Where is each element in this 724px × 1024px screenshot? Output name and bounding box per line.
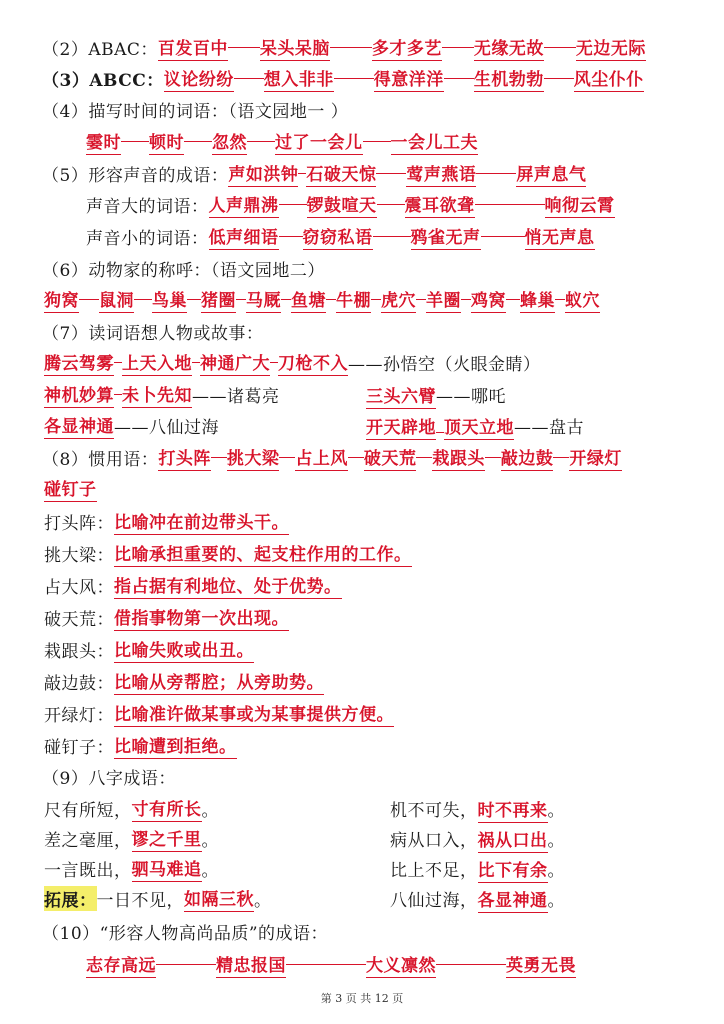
- answer-word: 志存高远: [86, 951, 156, 978]
- answer-word: 占上风: [295, 444, 348, 471]
- answer-word: 得意洋洋: [374, 65, 444, 92]
- answer-word: 鸟巢: [152, 286, 187, 313]
- answer-word: 震耳欲聋: [405, 191, 475, 218]
- answer-word: 开天辟地: [366, 417, 436, 438]
- answer-word: 想入非非: [264, 65, 334, 92]
- answer-word: 蜂巢: [520, 286, 555, 313]
- section-sound-idioms: [42, 158, 694, 188]
- section-time-words: [42, 94, 694, 124]
- idiom-term: 挑大梁：: [44, 545, 114, 566]
- character-name: ——诸葛亮: [192, 386, 280, 407]
- punctuation: 。: [201, 860, 219, 881]
- loud-words-row: [86, 189, 694, 219]
- punctuation: 。: [547, 830, 565, 851]
- section-label: （3）ABCC：: [42, 70, 164, 91]
- answer-word: 狗窝: [44, 286, 79, 313]
- idiom-def-row: [44, 666, 694, 696]
- answer-word: 人声鼎沸: [209, 191, 279, 218]
- idiom-first-half: 尺有所短，: [44, 800, 132, 821]
- answer-word: 顶天立地: [444, 417, 514, 438]
- wukong-row: [44, 347, 694, 377]
- noble-qualities-answers: [86, 949, 694, 979]
- character-name: ——孙悟空（火眼金睛）: [348, 354, 541, 375]
- answer-word: 大义凛然: [366, 951, 436, 978]
- idiom-def-row: [44, 506, 694, 536]
- animal-homes-answers: [44, 284, 694, 314]
- answer-word: 神机妙算: [44, 381, 114, 408]
- section-abac: [42, 32, 694, 62]
- answer-word: 鼠洞: [99, 286, 134, 313]
- idiom-definition: 借指事物第一次出现。: [114, 604, 289, 631]
- answer-word: 敲边鼓: [501, 444, 554, 471]
- section-label: （6）动物家的称呼：（语文园地二）: [42, 260, 325, 281]
- section-label: （8）惯用语：: [42, 449, 159, 470]
- answer-word: 悄无声息: [525, 223, 595, 250]
- answer-word: 呆头呆脑: [260, 34, 330, 61]
- answer-word: 议论纷纷: [164, 65, 234, 92]
- eight-char-row: [44, 793, 694, 823]
- answer-word: 无缘无故: [474, 34, 544, 61]
- answer-word: 马厩: [246, 286, 281, 313]
- idiom-term: 碰钉子：: [44, 737, 114, 758]
- eight-char-row: [44, 823, 694, 853]
- punctuation: 。: [547, 860, 565, 881]
- idioms-last-row: [44, 473, 694, 503]
- answer-word: 石破天惊: [306, 160, 376, 187]
- answer-word: 蚁穴: [565, 286, 600, 313]
- idiom-second-half: 时不再来: [477, 800, 548, 821]
- section-label: （10）“形容人物高尚品质”的成语：: [42, 923, 329, 944]
- answer-word: 神通广大: [200, 349, 270, 376]
- answer-word: 响彻云霄: [545, 191, 615, 218]
- idiom-term: 破天荒：: [44, 609, 114, 630]
- answer-word: 声如洪钟: [228, 160, 298, 187]
- baxian-pangu-row: [44, 410, 694, 440]
- idiom-second-half: 各显神通: [477, 890, 548, 911]
- answer-word: 牛棚: [336, 286, 371, 313]
- idiom-def-row: [44, 634, 694, 664]
- answer-word: 刀枪不入: [278, 349, 348, 376]
- answer-word: 生机勃勃: [474, 65, 544, 92]
- answer-word: 未卜先知: [122, 381, 192, 408]
- answer-word: 虎穴: [381, 286, 416, 313]
- answer-word: 风尘仆仆: [574, 65, 644, 92]
- idiom-definition: 比喻从旁帮腔；从旁助势。: [114, 668, 324, 695]
- answer-word: 忽然: [212, 128, 247, 155]
- idiom-first-half: 八仙过海，: [390, 890, 478, 911]
- page-footer: 第 3 页 共 12 页: [320, 992, 404, 1005]
- idiom-second-half: 寸有所长: [132, 795, 202, 822]
- answer-word: 精忠报国: [216, 951, 286, 978]
- idiom-def-row: [44, 602, 694, 632]
- character-name: ——八仙过海: [114, 417, 219, 438]
- answer-word: 锣鼓喧天: [307, 191, 377, 218]
- answer-word: 猪圈: [201, 286, 236, 313]
- answer-word: 莺声燕语: [406, 160, 476, 187]
- section-abcc: [42, 63, 694, 93]
- idiom-second-half: 比下有余: [477, 860, 548, 881]
- answer-word: 窃窃私语: [303, 223, 373, 250]
- time-words-answers: [86, 126, 694, 156]
- answer-word: 破天荒: [364, 444, 417, 471]
- answer-word: 百发百中: [158, 34, 228, 61]
- extension-tag: 拓展：: [44, 886, 97, 911]
- eight-char-row: [44, 853, 694, 883]
- punctuation: 。: [201, 830, 219, 851]
- idiom-def-row: [44, 538, 694, 568]
- idiom-definition: 比喻承担重要的、起支柱作用的工作。: [114, 540, 412, 567]
- idiom-term: 打头阵：: [44, 513, 114, 534]
- idiom-definition: 比喻失败或出丑。: [114, 636, 254, 663]
- answer-word: 无边无际: [576, 34, 646, 61]
- answer-word: 霎时: [86, 128, 121, 155]
- eight-char-extension-row: [44, 883, 694, 913]
- answer-word: 屏声息气: [516, 160, 586, 187]
- punctuation: 。: [547, 890, 565, 911]
- idiom-first-half: 差之毫厘，: [44, 830, 132, 851]
- section-label: （2）ABAC：: [42, 39, 158, 60]
- answer-word: 羊圈: [426, 286, 461, 313]
- sub-label: 声音小的词语：: [86, 228, 209, 249]
- answer-word: 三头六臂: [366, 386, 436, 407]
- idiom-term: 栽跟头：: [44, 641, 114, 662]
- punctuation: 。: [547, 800, 565, 821]
- idiom-first-half: 比上不足，: [390, 860, 478, 881]
- section-label: （9）八字成语：: [42, 768, 176, 789]
- answer-word: 鸦雀无声: [411, 223, 481, 250]
- answer-word: 低声细语: [209, 223, 279, 250]
- section-label: （7）读词语想人物或故事：: [42, 323, 264, 344]
- idiom-definition: 指占据有利地位、处于优势。: [114, 572, 342, 599]
- idiom-first-half: 一言既出，: [44, 860, 132, 881]
- section-label: （4）描写时间的词语：（语文园地一 ）: [42, 101, 349, 122]
- section-characters: [42, 316, 694, 346]
- idiom-second-half: 如隔三秋: [184, 885, 254, 912]
- idiom-second-half: 祸从口出: [477, 830, 548, 851]
- zhuge-nezha-row: [44, 379, 694, 409]
- idiom-first-half: 机不可失，: [390, 800, 478, 821]
- sub-label: 声音大的词语：: [86, 196, 209, 217]
- character-name: ——盘古: [514, 417, 584, 438]
- answer-word: 鸡窝: [471, 286, 506, 313]
- answer-word: 挑大梁: [227, 444, 280, 471]
- answer-word: 栽跟头: [432, 444, 485, 471]
- section-eight-char-idioms: [42, 761, 694, 791]
- answer-word: 多才多艺: [372, 34, 442, 61]
- punctuation: 。: [201, 800, 219, 821]
- answer-word: 英勇无畏: [506, 951, 576, 978]
- answer-word: 鱼塘: [291, 286, 326, 313]
- idiom-second-half: 驷马难追: [132, 855, 202, 882]
- idiom-first-half: 病从口入，: [390, 830, 478, 851]
- answer-word: 过了一会儿: [275, 128, 363, 155]
- answer-word: 顿时: [149, 128, 184, 155]
- character-name: ——哪吒: [436, 386, 506, 407]
- section-label: （5）形容声音的成语：: [42, 165, 229, 186]
- section-idioms: [42, 442, 694, 472]
- section-noble-qualities: [42, 916, 694, 946]
- answer-word: 打头阵: [158, 444, 211, 471]
- answer-word: 一会儿工夫: [391, 128, 479, 155]
- idiom-definition: 比喻冲在前边带头干。: [114, 508, 289, 535]
- idiom-term: 敲边鼓：: [44, 673, 114, 694]
- answer-word: 碰钉子: [44, 475, 97, 502]
- idiom-first-half: 一日不见，: [96, 890, 184, 911]
- answer-word: 开绿灯: [569, 444, 622, 471]
- idiom-term: 开绿灯：: [44, 705, 114, 726]
- answer-word: 各显神通: [44, 412, 114, 439]
- idiom-def-row: [44, 730, 694, 760]
- quiet-words-row: [86, 221, 694, 251]
- idiom-def-row: [44, 570, 694, 600]
- section-animal-homes: [42, 253, 694, 283]
- idiom-definition: 比喻准许做某事或为某事提供方便。: [114, 700, 394, 727]
- idiom-second-half: 谬之千里: [132, 825, 202, 852]
- idiom-term: 占大风：: [44, 577, 114, 598]
- idiom-def-row: [44, 698, 694, 728]
- answer-word: 腾云驾雾: [44, 349, 114, 376]
- punctuation: 。: [254, 890, 272, 911]
- idiom-definition: 比喻遭到拒绝。: [114, 732, 237, 759]
- answer-word: 上天入地: [122, 349, 192, 376]
